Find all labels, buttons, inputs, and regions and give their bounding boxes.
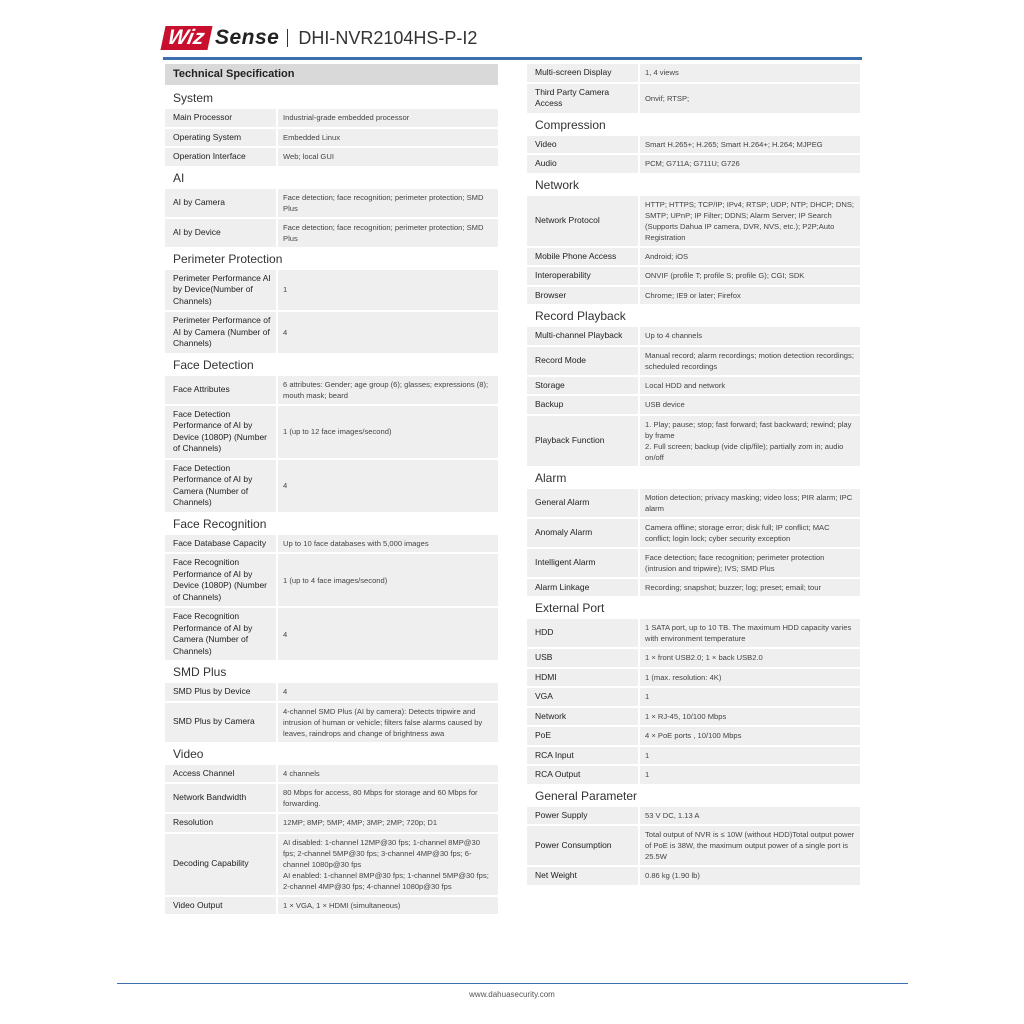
spec-value: 0.86 kg (1.90 lb) — [640, 867, 860, 885]
spec-value: Industrial-grade embedded processor — [278, 109, 498, 127]
spec-value: 4 × PoE ports , 10/100 Mbps — [640, 727, 860, 745]
spec-value: 1 × RJ-45, 10/100 Mbps — [640, 708, 860, 726]
spec-label: General Alarm — [527, 489, 638, 517]
spec-label: RCA Input — [527, 747, 638, 765]
spec-row — [165, 554, 498, 606]
spec-label: Face Detection Performance of AI by Camera (Number of Channels) — [165, 460, 276, 512]
spec-label: Multi-screen Display — [527, 64, 638, 82]
logo-sense: Sense — [214, 26, 280, 49]
doc-header — [163, 22, 477, 54]
spec-value: USB device — [640, 396, 860, 414]
spec-value: Total output of NVR is ≤ 10W (without HDD)Total output power of PoE is 38W, the maximum output power of a single port is 25.5W — [640, 826, 860, 865]
spec-label: Video Output — [165, 897, 276, 915]
spec-label: Main Processor — [165, 109, 276, 127]
spec-value: 1 — [278, 270, 498, 311]
spec-value: Up to 10 face databases with 5,000 images — [278, 535, 498, 553]
spec-value: HTTP; HTTPS; TCP/IP; IPv4; RTSP; UDP; NTP; DHCP; DNS; SMTP; UPnP; IP Filter; DDNS; Alarm Server; IP Search (Supports Dahua IP camera, DVR, NVS, etc.); P2P;Auto Registration — [640, 196, 860, 246]
spec-label: Playback Function — [527, 416, 638, 466]
spec-label: Net Weight — [527, 867, 638, 885]
spec-value: 4 — [278, 312, 498, 353]
spec-row — [165, 189, 498, 217]
spec-label: Face Recognition Performance of AI by Device (1080P) (Number of Channels) — [165, 554, 276, 606]
spec-value: Web; local GUI — [278, 148, 498, 166]
section-heading: AI — [173, 170, 185, 185]
spec-label: Network Protocol — [527, 196, 638, 246]
model-number: DHI-NVR2104HS-P-I2 — [287, 29, 477, 47]
spec-row — [527, 155, 860, 173]
spec-row — [527, 519, 860, 547]
spec-label: VGA — [527, 688, 638, 706]
spec-row — [165, 608, 498, 660]
spec-row — [527, 396, 860, 414]
spec-row — [165, 109, 498, 127]
spec-value: PCM; G711A; G711U; G726 — [640, 155, 860, 173]
spec-label: AI by Camera — [165, 189, 276, 217]
spec-label: Backup — [527, 396, 638, 414]
section-heading: Perimeter Protection — [173, 251, 283, 266]
spec-value: 1, 4 views — [640, 64, 860, 82]
spec-value: 4 channels — [278, 765, 498, 783]
spec-value: Onvif; RTSP; — [640, 84, 860, 113]
spec-label: USB — [527, 649, 638, 667]
spec-value: 1 — [640, 747, 860, 765]
spec-value: 4 — [278, 683, 498, 701]
spec-value: Recording; snapshot; buzzer; log; preset; email; tour — [640, 579, 860, 597]
spec-value: AI disabled: 1-channel 12MP@30 fps; 1-channel 8MP@30 fps; 2-channel 5MP@30 fps; 3-channel 4MP@30 fps; 6-channel 1080p@30 fps AI enabled: 1-channel 8MP@30 fps; 1-channel 5MP@30 fps; 2-channel 4MP@30 fps; 4-channel 1080p@30 fps — [278, 834, 498, 895]
spec-value: Smart H.265+; H.265; Smart H.264+; H.264; MJPEG — [640, 136, 860, 154]
section-heading: General Parameter — [535, 788, 638, 803]
spec-label: Operation Interface — [165, 148, 276, 166]
spec-value: 4 — [278, 608, 498, 660]
spec-value: Face detection; face recognition; perimeter protection (intrusion and tripwire); IVS; SMD Plus — [640, 549, 860, 577]
spec-label: Third Party Camera Access — [527, 84, 638, 113]
spec-value: 1 — [640, 766, 860, 784]
spec-row — [527, 579, 860, 597]
spec-label: Mobile Phone Access — [527, 248, 638, 266]
spec-value: Motion detection; privacy masking; video loss; PIR alarm; IPC alarm — [640, 489, 860, 517]
spec-row — [527, 669, 860, 687]
spec-label: Face Detection Performance of AI by Device (1080P) (Number of Channels) — [165, 406, 276, 458]
spec-row — [527, 287, 860, 305]
spec-value: 1 (max. resolution: 4K) — [640, 669, 860, 687]
spec-label: Face Attributes — [165, 376, 276, 404]
spec-label: Network — [527, 708, 638, 726]
spec-label: Interoperability — [527, 267, 638, 285]
spec-row — [527, 826, 860, 865]
spec-row — [527, 727, 860, 745]
spec-label: Resolution — [165, 814, 276, 832]
section-heading: Face Recognition — [173, 516, 267, 531]
spec-label: Intelligent Alarm — [527, 549, 638, 577]
spec-row — [165, 270, 498, 311]
spec-value: 4 — [278, 460, 498, 512]
spec-row — [165, 219, 498, 247]
spec-label: Power Consumption — [527, 826, 638, 865]
spec-value: 1. Play; pause; stop; fast forward; fast backward; rewind; play by frame 2. Full screen; backup (vide clip/file); partially zom in; audio on/off — [640, 416, 860, 466]
section-heading: Face Detection — [173, 357, 254, 372]
spec-row — [165, 460, 498, 512]
spec-row — [527, 807, 860, 825]
spec-label: PoE — [527, 727, 638, 745]
spec-value: Embedded Linux — [278, 129, 498, 147]
spec-value: Face detection; face recognition; perimeter protection; SMD Plus — [278, 219, 498, 247]
spec-row — [165, 406, 498, 458]
spec-value: Up to 4 channels — [640, 327, 860, 345]
spec-row — [527, 267, 860, 285]
spec-value: Android; iOS — [640, 248, 860, 266]
left-column — [165, 64, 498, 916]
spec-row — [165, 784, 498, 812]
spec-value: 1 × VGA, 1 × HDMI (simultaneous) — [278, 897, 498, 915]
spec-row — [527, 766, 860, 784]
spec-label: Browser — [527, 287, 638, 305]
spec-row — [527, 248, 860, 266]
spec-value: 1 (up to 4 face images/second) — [278, 554, 498, 606]
footer-rule — [117, 983, 908, 984]
spec-row — [527, 136, 860, 154]
section-heading: External Port — [535, 601, 605, 615]
spec-label: Access Channel — [165, 765, 276, 783]
spec-row — [527, 347, 860, 375]
spec-row — [165, 765, 498, 783]
spec-label: HDMI — [527, 669, 638, 687]
spec-label: RCA Output — [527, 766, 638, 784]
spec-label: Audio — [527, 155, 638, 173]
spec-title: Technical Specification — [165, 64, 498, 85]
header-rule — [163, 57, 862, 60]
spec-label: Decoding Capability — [165, 834, 276, 895]
spec-label: Face Database Capacity — [165, 535, 276, 553]
spec-row — [165, 834, 498, 895]
spec-value: Camera offline; storage error; disk full; IP conflict; MAC conflict; login lock; cyber security exception — [640, 519, 860, 547]
right-column — [527, 64, 860, 887]
spec-label: Record Mode — [527, 347, 638, 375]
spec-label: Perimeter Performance AI by Device(Number of Channels) — [165, 270, 276, 311]
spec-value: 12MP; 8MP; 5MP; 4MP; 3MP; 2MP; 720p; D1 — [278, 814, 498, 832]
spec-row — [527, 489, 860, 517]
spec-row — [165, 535, 498, 553]
spec-value: ONVIF (profile T; profile S; profile G); CGI; SDK — [640, 267, 860, 285]
spec-row — [527, 649, 860, 667]
section-heading: Record Playback — [535, 309, 626, 323]
wizsense-logo — [163, 22, 279, 54]
spec-label: Storage — [527, 377, 638, 395]
spec-value: 1 (up to 12 face images/second) — [278, 406, 498, 458]
spec-value: 53 V DC, 1.13 A — [640, 807, 860, 825]
spec-row — [165, 683, 498, 701]
section-heading: Video — [173, 746, 204, 761]
section-heading: Compression — [535, 117, 606, 132]
left-sections — [165, 88, 498, 914]
spec-value: 6 attributes: Gender; age group (6); glasses; expressions (8); mouth mask; beard — [278, 376, 498, 404]
spec-label: Anomaly Alarm — [527, 519, 638, 547]
spec-row — [165, 376, 498, 404]
spec-label: SMD Plus by Camera — [165, 703, 276, 742]
spec-value: Chrome; IE9 or later; Firefox — [640, 287, 860, 305]
spec-row — [165, 703, 498, 742]
section-heading: Network — [535, 177, 580, 192]
spec-label: Perimeter Performance of AI by Camera (Number of Channels) — [165, 312, 276, 353]
spec-label: Video — [527, 136, 638, 154]
spec-label: HDD — [527, 619, 638, 647]
section-heading: Alarm — [535, 470, 567, 485]
spec-row — [165, 129, 498, 147]
spec-value: 4-channel SMD Plus (AI by camera): Detects tripwire and intrusion of human or vehicle; filters false alarms caused by leaves, raindrops and change of brightness awa — [278, 703, 498, 742]
spec-label: Alarm Linkage — [527, 579, 638, 597]
spec-value: Manual record; alarm recordings; motion detection recordings; scheduled recordings — [640, 347, 860, 375]
spec-row — [165, 312, 498, 353]
spec-label: Operating System — [165, 129, 276, 147]
spec-value: 80 Mbps for access, 80 Mbps for storage and 60 Mbps for forwarding. — [278, 784, 498, 812]
spec-row — [527, 196, 860, 246]
spec-label: SMD Plus by Device — [165, 683, 276, 701]
spec-label: Power Supply — [527, 807, 638, 825]
spec-label: Face Recognition Performance of AI by Camera (Number of Channels) — [165, 608, 276, 660]
spec-row — [527, 84, 860, 113]
spec-label: AI by Device — [165, 219, 276, 247]
spec-value: 1 SATA port, up to 10 TB. The maximum HDD capacity varies with environment temperature — [640, 619, 860, 647]
spec-row — [165, 814, 498, 832]
spec-label: Network Bandwidth — [165, 784, 276, 812]
spec-row — [527, 327, 860, 345]
section-heading: System — [173, 91, 214, 105]
spec-row — [527, 377, 860, 395]
spec-row — [527, 747, 860, 765]
spec-row — [527, 708, 860, 726]
spec-label: Multi-channel Playback — [527, 327, 638, 345]
spec-row — [527, 619, 860, 647]
spec-value: Face detection; face recognition; perimeter protection; SMD Plus — [278, 189, 498, 217]
spec-value: Local HDD and network — [640, 377, 860, 395]
right-sections — [527, 64, 860, 885]
spec-row — [527, 416, 860, 466]
footer-url: www.dahuasecurity.com — [469, 990, 555, 999]
spec-value: 1 — [640, 688, 860, 706]
spec-row — [527, 549, 860, 577]
logo-wiz: Wiz — [160, 26, 212, 50]
section-heading: SMD Plus — [173, 665, 227, 679]
spec-value: 1 × front USB2.0; 1 × back USB2.0 — [640, 649, 860, 667]
spec-row — [527, 867, 860, 885]
spec-row — [165, 148, 498, 166]
spec-row — [527, 64, 860, 82]
spec-row — [527, 688, 860, 706]
spec-row — [165, 897, 498, 915]
